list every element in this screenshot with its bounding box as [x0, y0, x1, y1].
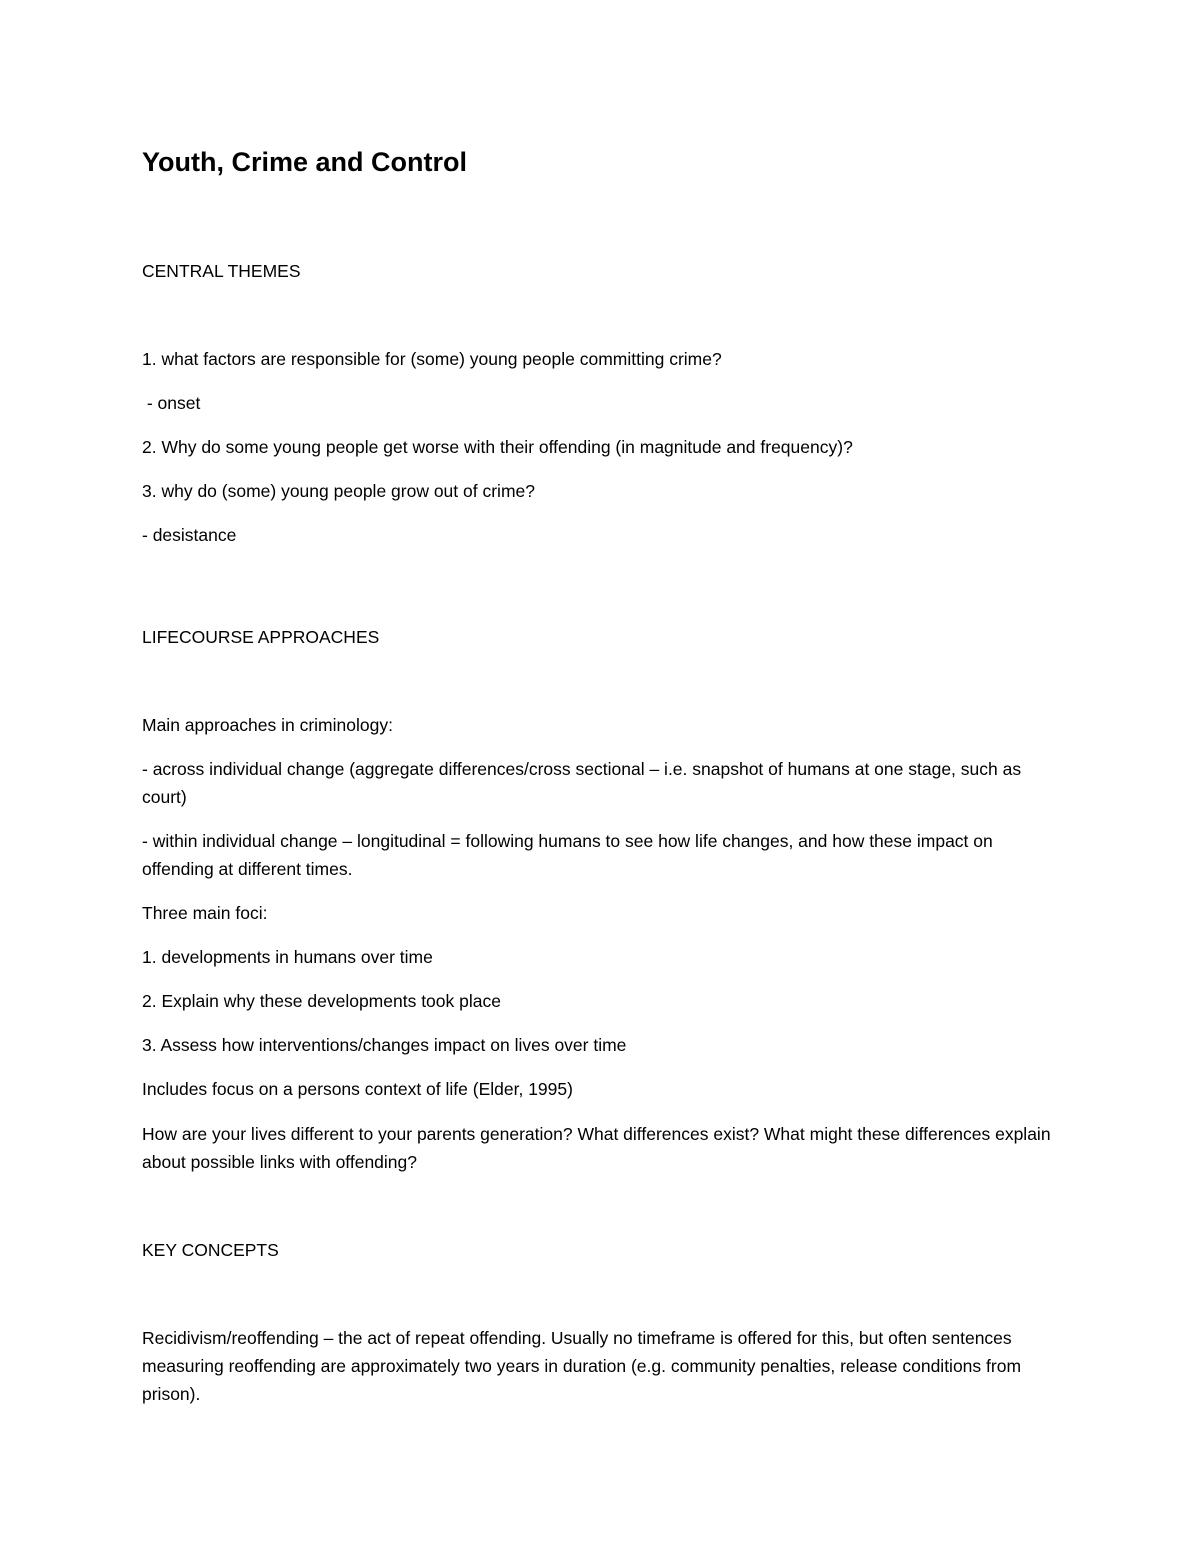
- theme-note-desistance: - desistance: [142, 525, 237, 545]
- main-approaches-label: Main approaches in criminology:: [142, 715, 393, 735]
- section-heading-central-themes: CENTRAL THEMES: [142, 261, 301, 281]
- context-of-life-note: Includes focus on a persons context of life (Elder, 1995): [142, 1079, 573, 1099]
- foci-item-2: 2. Explain why these developments took place: [142, 991, 501, 1011]
- theme-question-1: 1. what factors are responsible for (some) young people committing crime?: [142, 349, 722, 369]
- section-heading-key-concepts: KEY CONCEPTS: [142, 1240, 279, 1260]
- document-title: Youth, Crime and Control: [142, 147, 467, 177]
- theme-question-2: 2. Why do some young people get worse with their offending (in magnitude and frequency)?: [142, 437, 853, 457]
- section-heading-lifecourse: LIFECOURSE APPROACHES: [142, 627, 380, 647]
- discussion-question: How are your lives different to your parents generation? What differences exist? What might these differences explain about possible links with offending?: [142, 1124, 1051, 1172]
- foci-item-1: 1. developments in humans over time: [142, 947, 433, 967]
- approach-within-individual: - within individual change – longitudinal = following humans to see how life changes, and how these impact on offending at different times.: [142, 831, 993, 879]
- approach-across-individual: - across individual change (aggregate differences/cross sectional – i.e. snapshot of humans at one stage, such as court): [142, 759, 1022, 807]
- foci-item-3: 3. Assess how interventions/changes impact on lives over time: [142, 1035, 627, 1055]
- theme-question-3: 3. why do (some) young people grow out of crime?: [142, 481, 535, 501]
- concept-recidivism: Recidivism/reoffending – the act of repeat offending. Usually no timeframe is offered for this, but often sentences measuring reoffending are approximately two years in duration (e.g. community penalties, release conditions from prison).: [142, 1328, 1022, 1404]
- foci-heading: Three main foci:: [142, 903, 268, 923]
- theme-note-onset: - onset: [142, 393, 201, 413]
